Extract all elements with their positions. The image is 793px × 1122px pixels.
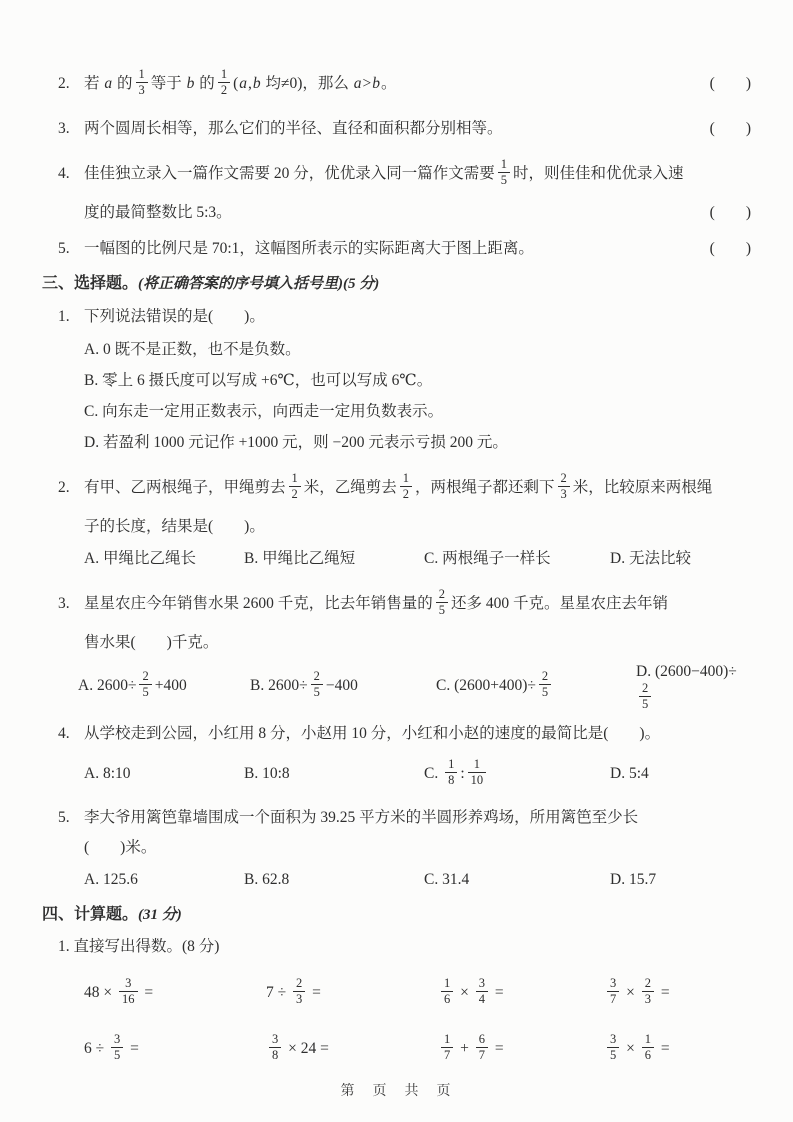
question-text: 子的长度，结果是( )。 — [84, 518, 265, 535]
calc-expression: 6 ÷ $\frac{3}{5}$ = — [84, 1031, 139, 1062]
fraction-numerator: 1 — [402, 470, 410, 485]
choice-option: A. 0 既不是正数，也不是负数。 — [84, 340, 301, 358]
question-line — [42, 721, 751, 747]
question-number: 2. — [58, 75, 70, 92]
question-line — [42, 630, 751, 656]
question-number: 5. — [58, 240, 70, 257]
calc-section-title: 四、计算题。 — [42, 906, 139, 923]
choice-option: B. 甲绳比乙绳短 — [244, 550, 356, 567]
judge-question-5 — [42, 236, 751, 262]
fraction-denominator: 16 — [119, 991, 138, 1006]
fraction-denominator: 3 — [293, 991, 305, 1006]
choice-question-1 — [42, 304, 751, 458]
question-text: 一幅图的比例尺是 70:1，这幅图所表示的实际距离大于图上距离。 — [84, 240, 534, 257]
fraction — [445, 758, 457, 787]
question-line — [42, 62, 751, 106]
question-number: 5. — [58, 809, 70, 826]
fraction-numerator: 3 — [610, 1031, 617, 1046]
question-line — [42, 304, 751, 330]
question-number: 1. — [58, 308, 70, 325]
fraction — [441, 977, 453, 1006]
answer-bracket: ( ) — [709, 120, 751, 137]
question-line — [42, 514, 751, 540]
choice-section — [42, 272, 751, 895]
fraction-denominator: 8 — [445, 772, 457, 787]
question-number: 4. — [58, 165, 70, 182]
fraction — [539, 670, 551, 699]
choice-option: B. 10:8 — [244, 765, 290, 782]
choice-option: B. 62.8 — [244, 871, 290, 888]
choice-section-header — [42, 272, 751, 296]
choice-option: A. 2600÷ $\frac{2}{5}$ +400 — [78, 669, 187, 699]
question-number: 3. — [58, 120, 70, 137]
fraction — [642, 977, 654, 1006]
fraction-denominator: 5 — [498, 172, 510, 187]
question-text: 下列说法错误的是( )。 — [84, 308, 265, 325]
fraction — [441, 1033, 453, 1062]
fraction-numerator: 1 — [220, 66, 228, 81]
choice-option: C. (2600+400)÷ $\frac{2}{5}$ — [436, 672, 636, 701]
fraction-numerator: 2 — [541, 669, 549, 683]
fraction — [476, 977, 488, 1006]
fraction-denominator: 5 — [436, 602, 448, 617]
question-line — [42, 200, 751, 226]
fraction — [136, 68, 148, 97]
fraction — [639, 682, 651, 711]
fraction — [269, 1033, 281, 1062]
fraction-denominator: 7 — [441, 1047, 453, 1062]
fraction — [642, 1033, 654, 1062]
fraction-numerator: 3 — [114, 1031, 121, 1046]
question-number: 4. — [58, 725, 70, 742]
fraction-numerator: 1 — [444, 975, 451, 990]
calc-section — [42, 903, 751, 1073]
fraction — [468, 758, 487, 787]
fraction-numerator: 2 — [296, 975, 303, 990]
question-text: 李大爷用篱笆靠墙围成一个面积为 39.25 平方米的半圆形养鸡场，所用篱笆至少长 — [84, 809, 639, 826]
choice-section-title: 三、选择题。 — [42, 275, 139, 292]
question-line — [42, 116, 751, 142]
fraction-numerator: 2 — [438, 586, 446, 601]
question-line — [42, 805, 751, 831]
calc-sub1-title: 1. 直接写出得数。(8 分) — [58, 938, 220, 955]
answer-bracket: ( ) — [709, 75, 751, 92]
calc-expression: $\frac{1}{7}$ + $\frac{6}{7}$ = — [438, 1035, 604, 1064]
answer-bracket: ( ) — [709, 240, 751, 257]
fraction — [218, 68, 230, 97]
fraction-denominator: 6 — [441, 991, 453, 1006]
fraction — [436, 588, 448, 617]
fraction-numerator: 3 — [478, 975, 485, 990]
fraction-denominator: 3 — [642, 991, 654, 1006]
fraction-denominator: 7 — [607, 991, 619, 1006]
choice-option: A. 8:10 — [84, 765, 131, 782]
fraction-denominator: 5 — [607, 1047, 619, 1062]
choice-options — [42, 544, 751, 574]
choice-option: C. 31.4 — [424, 871, 470, 888]
fraction — [400, 472, 412, 501]
fraction-denominator: 10 — [468, 772, 487, 787]
question-line — [42, 152, 751, 196]
fraction-numerator: 2 — [142, 669, 149, 683]
fraction-denominator: 5 — [139, 684, 151, 699]
choice-option: D. 若盈利 1000 元记作 +1000 元，则 −200 元表示亏损 200 元。 — [84, 433, 508, 451]
fraction-denominator: 5 — [111, 1047, 123, 1062]
question-text: 售水果( )千克。 — [84, 634, 219, 651]
question-text: 有甲、乙两根绳子，甲绳剪去 $\frac{1}{2}$ 米，乙绳剪去 $\frac{1}{2}$ ，两根绳子都还剩下 $\frac{2}{3}$ 米，比较原来两根绳 — [84, 470, 713, 501]
fraction-numerator: 3 — [610, 975, 617, 990]
fraction-numerator: 1 — [644, 1031, 651, 1046]
calc-expression: $\frac{3}{8}$ × 24 = — [266, 1035, 438, 1064]
choice-question-2 — [42, 466, 751, 574]
choice-options — [42, 660, 751, 713]
fraction-numerator: 3 — [272, 1031, 279, 1046]
calc-expression: 7 ÷ $\frac{2}{3}$ = — [266, 975, 321, 1006]
fraction — [311, 670, 323, 699]
question-text: 从学校走到公园，小红用 8 分，小赵用 10 分，小红和小赵的速度的最简比是( )。 — [84, 725, 661, 742]
judge-question-3 — [42, 116, 751, 142]
choice-option: A. 甲绳比乙绳长 — [84, 550, 196, 567]
fraction — [607, 1033, 619, 1062]
choice-option: D. (2600−400)÷ $\frac{2}{5}$ — [636, 663, 737, 711]
fraction-denominator: 8 — [269, 1047, 281, 1062]
fraction — [289, 472, 301, 501]
fraction-denominator: 3 — [558, 486, 570, 501]
question-line — [42, 835, 751, 861]
fraction — [607, 977, 619, 1006]
choice-option: D. 无法比较 — [610, 550, 691, 567]
question-text: 两个圆周长相等，那么它们的半径、直径和面积都分别相等。 — [84, 120, 503, 137]
calc-expression: $\frac{3}{5}$ × $\frac{1}{6}$ = — [604, 1035, 751, 1064]
choice-section-subtitle: (将正确答案的序号填入括号里)(5 分) — [138, 276, 380, 292]
fraction-numerator: 1 — [448, 756, 455, 771]
fraction-numerator: 2 — [313, 669, 320, 683]
fraction-numerator: 2 — [644, 975, 651, 990]
question-text: ( )米。 — [84, 839, 157, 856]
choice-option: B. 2600÷ $\frac{2}{5}$ −400 — [250, 669, 358, 699]
fraction-denominator: 5 — [311, 684, 323, 699]
fraction-denominator: 6 — [642, 1047, 654, 1062]
choice-options — [42, 334, 751, 458]
judge-questions-section — [42, 62, 751, 262]
fraction-denominator: 7 — [476, 1047, 488, 1062]
choice-option: D. 15.7 — [610, 871, 657, 888]
fraction-numerator: 1 — [473, 756, 481, 771]
question-line — [42, 236, 751, 262]
choice-option: C. 向东走一定用正数表示，向西走一定用负数表示。 — [84, 402, 444, 420]
fraction-numerator: 1 — [500, 156, 508, 171]
calc-expression: $\frac{3}{7}$ × $\frac{2}{3}$ = — [604, 979, 751, 1008]
choice-options — [42, 865, 751, 895]
choice-option: C. $\frac{1}{8}$ : $\frac{1}{10}$ — [424, 760, 610, 789]
fraction-numerator: 3 — [125, 975, 132, 990]
fraction-numerator: 2 — [642, 681, 649, 695]
fraction-denominator: 2 — [289, 486, 301, 501]
question-line — [42, 582, 751, 626]
fraction-denominator: 5 — [639, 696, 651, 711]
question-text: 度的最简整数比 5:3。 — [84, 204, 232, 221]
fraction-numerator: 6 — [478, 1031, 485, 1046]
choice-option: A. 125.6 — [84, 871, 138, 888]
fraction-numerator: 2 — [560, 470, 567, 485]
question-text: 佳佳独立录入一篇作文需要 20 分，优优录入同一篇作文需要 $\frac{1}{5}$ 时，则佳佳和优优录入速 — [84, 156, 684, 187]
calc-section-subtitle: (31 分) — [138, 907, 182, 923]
fraction — [111, 1033, 123, 1062]
calc-row — [42, 969, 751, 1017]
question-text: 星星农庄今年销售水果 2600 千克，比去年销售量的 $\frac{2}{5}$ 还多 400 千克。星星农庄去年销 — [84, 586, 669, 617]
choice-question-3 — [42, 582, 751, 713]
choice-options — [42, 751, 751, 797]
judge-question-2 — [42, 62, 751, 106]
fraction — [119, 977, 138, 1006]
question-number: 3. — [58, 595, 70, 612]
fraction-denominator: 4 — [476, 991, 488, 1006]
fraction-numerator: 1 — [138, 66, 145, 81]
choice-option: C. 两根绳子一样长 — [424, 550, 551, 567]
choice-question-5 — [42, 805, 751, 895]
fraction-denominator: 5 — [539, 684, 551, 699]
choice-question-4 — [42, 721, 751, 797]
calc-expression: 48 × $\frac{3}{16}$ = — [84, 975, 154, 1006]
fraction — [498, 158, 510, 187]
page-footer: 第 页 共 页 — [340, 1084, 453, 1099]
question-line — [42, 466, 751, 510]
fraction-numerator: 1 — [444, 1031, 451, 1046]
answer-bracket: ( ) — [709, 204, 751, 221]
fraction-denominator: 3 — [136, 82, 148, 97]
fraction — [293, 977, 305, 1006]
calc-row — [42, 1025, 751, 1073]
choice-option: B. 零上 6 摄氏度可以写成 +6℃，也可以写成 6℃。 — [84, 371, 433, 389]
fraction-denominator: 2 — [218, 82, 230, 97]
fraction — [139, 670, 151, 699]
fraction — [476, 1033, 488, 1062]
fraction-numerator: 1 — [291, 470, 298, 485]
calc-expression: $\frac{1}{6}$ × $\frac{3}{4}$ = — [438, 979, 604, 1008]
fraction-denominator: 2 — [400, 486, 412, 501]
question-text: 若 a 的 $\frac{1}{3}$ 等于 b 的 $\frac{1}{2}$ (a,b 均≠0)，那么 a>b。 — [84, 66, 397, 97]
judge-question-4 — [42, 152, 751, 226]
question-number: 2. — [58, 479, 70, 496]
choice-option: D. 5:4 — [610, 765, 649, 782]
fraction — [558, 472, 570, 501]
calc-section-header — [42, 903, 751, 927]
